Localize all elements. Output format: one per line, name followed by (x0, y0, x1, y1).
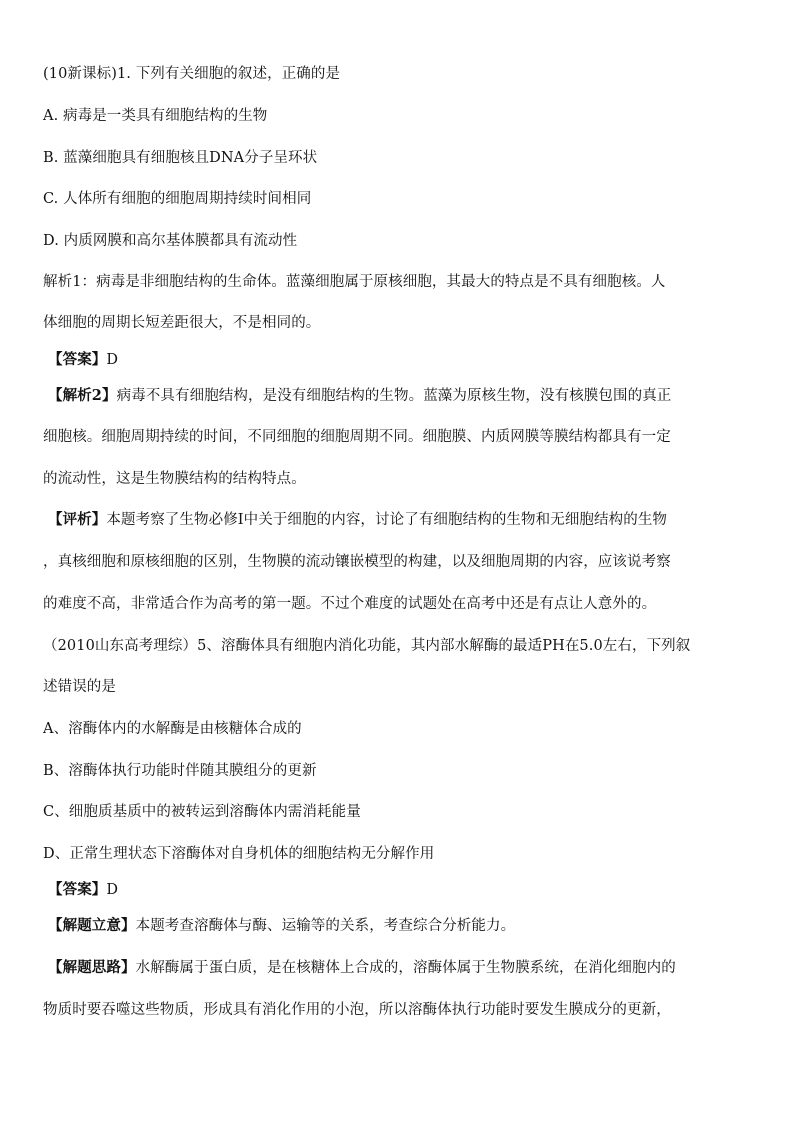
answer-value: D (106, 352, 119, 368)
q1-option-b: B. 蓝藻细胞具有细胞核且DNA分子呈环状 (43, 150, 318, 166)
q2-stem-line1: （2010山东高考理综）5、溶酶体具有细胞内消化功能，其内部水解酶的最适PH在5.0左右，下列叙 (43, 638, 691, 654)
q1-comment-line1 (48, 510, 760, 530)
answer-tag: 【答案】 (48, 351, 107, 368)
answer-tag: 【答案】 (48, 881, 107, 898)
q1-option-a: A. 病毒是一类具有细胞结构的生物 (43, 108, 268, 124)
comment-text: 本题考察了生物必修I中关于细胞的内容，讨论了有细胞结构的生物和无细胞结构的生物 (106, 512, 668, 528)
q1-analysis1-line1: 解析1：病毒是非细胞结构的生命体。蓝藻细胞属于原核细胞，其最大的特点是不具有细胞核。人 (43, 274, 666, 290)
q1-comment-line3: 的难度不高，非常适合作为高考的第一题。不过个难度的试题处在高考中还是有点让人意外的。 (43, 596, 657, 612)
q2-idea-line2: 物质时要吞噬这些物质，形成具有消化作用的小泡，所以溶酶体执行功能时要发生膜成分的更新， (43, 1002, 671, 1018)
q2-option-c: C、细胞质基质中的被转运到溶酶体内需消耗能量 (43, 804, 361, 820)
intent-text: 本题考查溶酶体与酶、运输等的关系，考查综合分析能力。 (135, 918, 516, 934)
idea-text: 水解酶属于蛋白质，是在核糖体上合成的，溶酶体属于生物膜系统，在消化细胞内的 (135, 960, 676, 976)
q1-option-d: D. 内质网膜和高尔基体膜都具有流动性 (43, 233, 298, 249)
q2-option-b: B、溶酶体执行功能时伴随其膜组分的更新 (43, 763, 317, 779)
analysis2-tag: 【解析2】 (48, 387, 117, 404)
analysis2-text: 病毒不具有细胞结构，是没有细胞结构的生物。蓝藻为原核生物，没有核膜包围的真正 (116, 388, 672, 404)
q2-answer (48, 880, 760, 900)
q1-option-c: C. 人体所有细胞的细胞周期持续时间相同 (43, 191, 312, 207)
q2-option-d: D、正常生理状态下溶酶体对自身机体的细胞结构无分解作用 (43, 846, 435, 862)
intent-tag: 【解题立意】 (48, 917, 136, 934)
q1-stem: (10新课标)1. 下列有关细胞的叙述，正确的是 (43, 66, 341, 82)
q2-option-a: A、溶酶体内的水解酶是由核糖体合成的 (43, 721, 302, 737)
q1-analysis2-line2: 细胞核。细胞周期持续的时间，不同细胞的细胞周期不同。细胞膜、内质网膜等膜结构都具有一定 (43, 429, 671, 445)
q1-comment-line2: ，真核细胞和原核细胞的区别，生物膜的流动镶嵌模型的构建，以及细胞周期的内容，应该说考察 (43, 554, 671, 570)
comment-tag: 【评析】 (48, 511, 107, 528)
q1-analysis2-line1 (48, 386, 760, 406)
q2-idea-line1 (48, 958, 760, 978)
q1-answer (48, 350, 760, 370)
q1-analysis2-line3: 的流动性，这是生物膜结构的结构特点。 (43, 471, 306, 487)
q2-stem-line2: 述错误的是 (43, 679, 116, 695)
answer-value: D (106, 882, 119, 898)
q2-intent (48, 916, 760, 936)
q1-analysis1-line2: 体细胞的周期长短差距很大，不是相同的。 (43, 315, 321, 331)
idea-tag: 【解题思路】 (48, 959, 136, 976)
